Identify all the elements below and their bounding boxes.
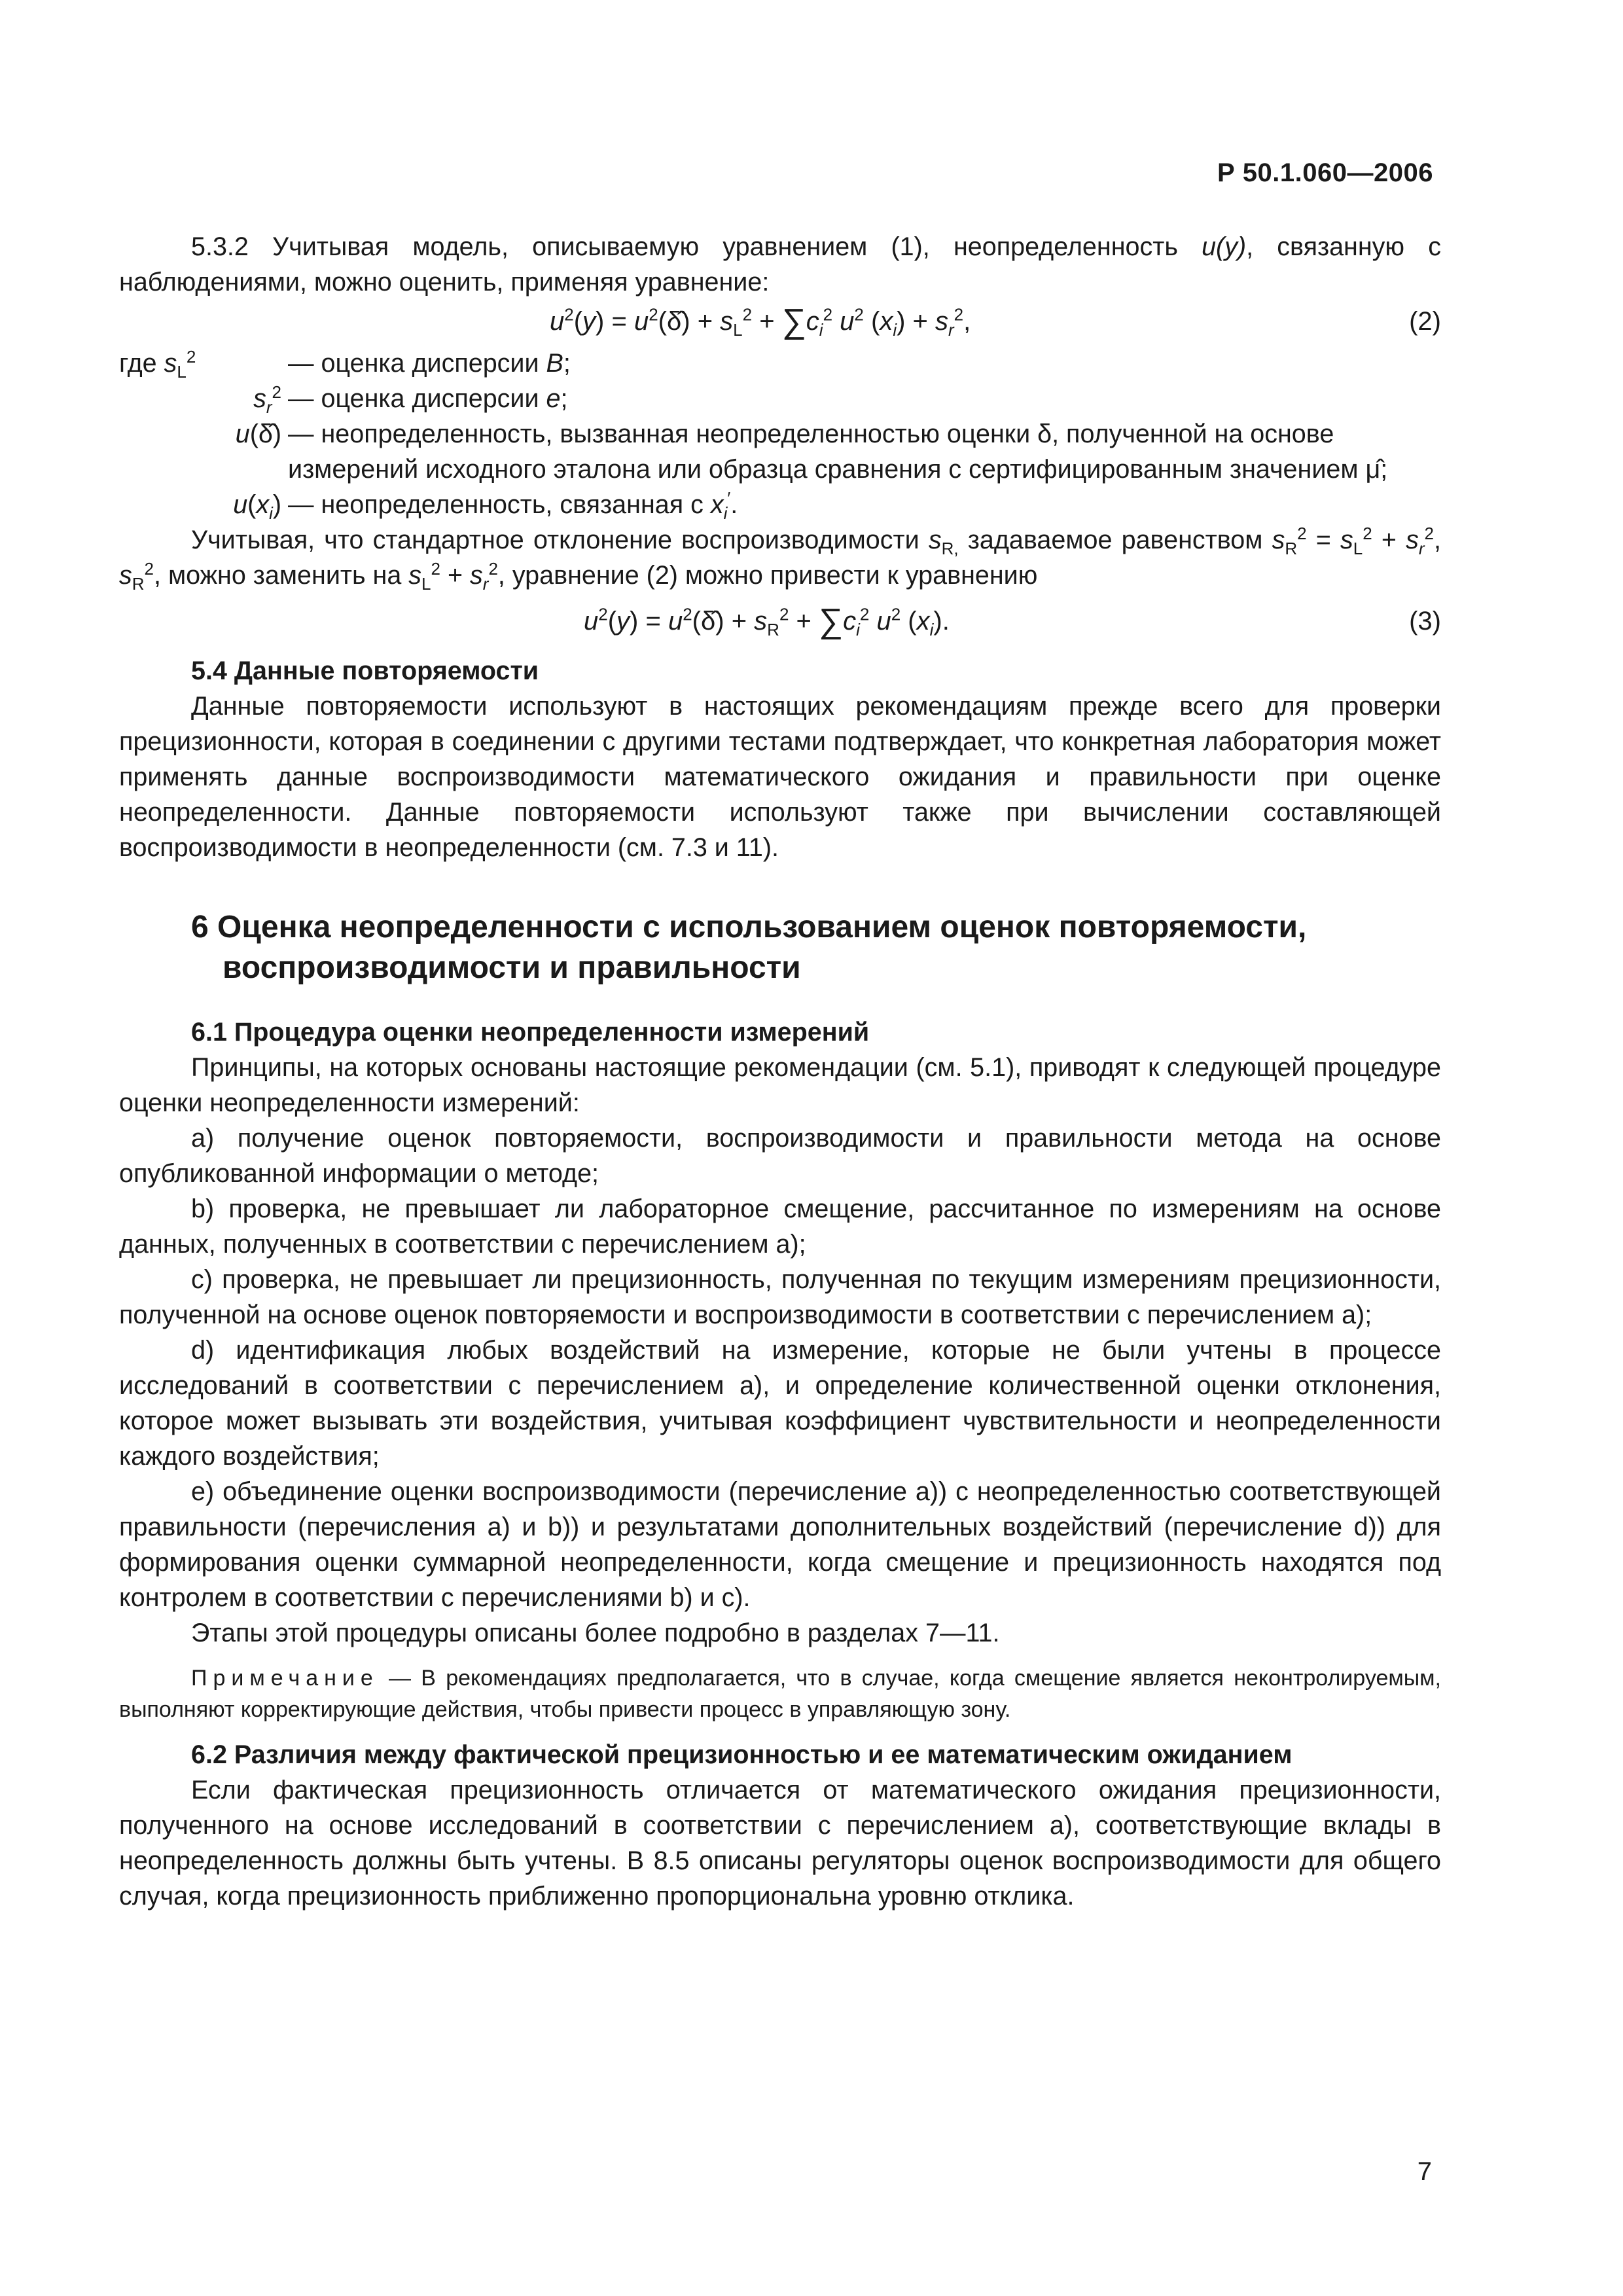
document-id: Р 50.1.060—2006 xyxy=(1217,158,1433,187)
section-6-2-body: Если фактическая прецизионность отличается от математического ожидания прецизионности, полученного на основе исследований в соответствии с перечислением а), соответствующие вклады в неопределенность должны быть учтены. В 8.5 описаны регуляторы оценок воспроизводимости для общего случая, когда прецизионность приближенно пропорциональна уровню отклика. xyxy=(119,1776,1441,1910)
definition-u-xi: $u(x_i)$ — неопределенность, связанная с $x_i'$. xyxy=(233,488,738,523)
paragraph-reproducibility: Учитывая, что стандартное отклонение воспроизводимости $s_{R,}$ задаваемое равенством $s_R^2 = s_L^2 + s_r^2$, $s_R^2$, можно заменить на $s_L^2 + s_r^2$, уравнение (2) можно привести к уравнению xyxy=(119,523,1441,594)
main-content xyxy=(119,229,1441,1914)
equation-3-number: (3) xyxy=(1409,607,1441,636)
note-text: — В рекомендациях предполагается, что в случае, когда смещение является неконтролируемым, выполняют корректирующие действия, чтобы привести процесс в управляющую зону. xyxy=(119,1666,1441,1722)
paragraph-5-3-2: 5.3.2 Учитывая модель, описываемую уравнением (1), неопределенность u(y), связанную с наблюдениями, можно оценить, применяя уравнение: xyxy=(119,232,1441,296)
section-6-1-intro: Принципы, на которых основаны настоящие рекомендации (см. 5.1), приводят к следующей процедуре оценки неопределенности измерений: xyxy=(119,1053,1441,1117)
list-item: с) проверка, не превышает ли прецизионность, полученная по текущим измерениям прецизионности, полученной на основе оценок повторяемости и воспроизводимости в соответствии с перечислением а); xyxy=(119,1265,1441,1329)
list-item: е) объединение оценки воспроизводимости (перечисление а)) с неопределенностью соответствующей правильности (перечисления а) и b)) и результатами дополнительных воздействий (перечисление d)) для формирования оценки суммарной неопределенности, когда смещение и прецизионность находятся под контролем в соответствии с перечислениями b) и с). xyxy=(119,1477,1441,1612)
equation-3-formula: $u^2(y)$ = $u^2(\deltâ) + s_R^2 + \sum c_i^2$ $u^2$ $(x_i)$. xyxy=(584,602,950,640)
equation-2-number: (2) xyxy=(1409,307,1441,336)
definition-sL2: где $s_L^2$ — оценка дисперсии B; xyxy=(119,346,571,382)
section-6-1-heading: 6.1 Процедура оценки неопределенности измерений xyxy=(191,1018,870,1047)
section-6-heading: 6 Оценка неопределенности с использованием оценок повторяемости, воспроизводимости и правильности xyxy=(191,910,1307,985)
section-5-4-body: Данные повторяемости используют в настоящих рекомендациям прежде всего для проверки прецизионности, которая в соединении с другими тестами подтверждает, что конкретная лаборатория может применять данные воспроизводимости математического ожидания и правильности при оценке неопределенности. Данные повторяемости используют также при вычислении составляющей воспроизводимости в неопределенности (см. 7.3 и 11). xyxy=(119,692,1441,862)
definition-u-delta: u(δ̂) — неопределенность, вызванная неопределенностью оценки δ, полученной на основе измерений исходного эталона или образца сравнения с сертифицированным значением μ̂; xyxy=(235,420,1388,484)
note-label: Примечание xyxy=(191,1666,379,1691)
section-6-2-heading: 6.2 Различия между фактической прецизионностью и ее математическим ожиданием xyxy=(191,1740,1293,1769)
section-5-4-heading: 5.4 Данные повторяемости xyxy=(191,656,539,685)
list-item: b) проверка, не превышает ли лабораторное смещение, рассчитанное по измерениям на основе данных, полученных в соответствии с перечислением а); xyxy=(119,1194,1441,1259)
definitions-list xyxy=(119,346,1441,522)
list-item: d) идентификация любых воздействий на измерение, которые не были учтены в процессе исследований в соответствии с перечислением а), и определение количественной оценки отклонения, которое может вызывать эти воздействия, учитывая коэффициент чувствительности и неопределенности каждого воздействия; xyxy=(119,1336,1441,1471)
note xyxy=(119,1662,1441,1725)
page-number: 7 xyxy=(1417,2157,1432,2186)
list-item: а) получение оценок повторяемости, воспроизводимости и правильности метода на основе опубликованной информации о методе; xyxy=(119,1124,1441,1188)
equation-2-formula: $u^2(y)$ = $u^2(\deltâ) + s_L^2 + \sum c_i^2$ $u^2$ $(x_i) + s_r^2$, xyxy=(550,302,971,340)
section-6-1-stages: Этапы этой процедуры описаны более подробно в разделах 7—11. xyxy=(191,1619,1000,1647)
equation-2 xyxy=(119,300,1441,343)
definition-sr2: $s_r^2$ — оценка дисперсии e; xyxy=(253,382,568,417)
equation-3 xyxy=(119,600,1441,643)
